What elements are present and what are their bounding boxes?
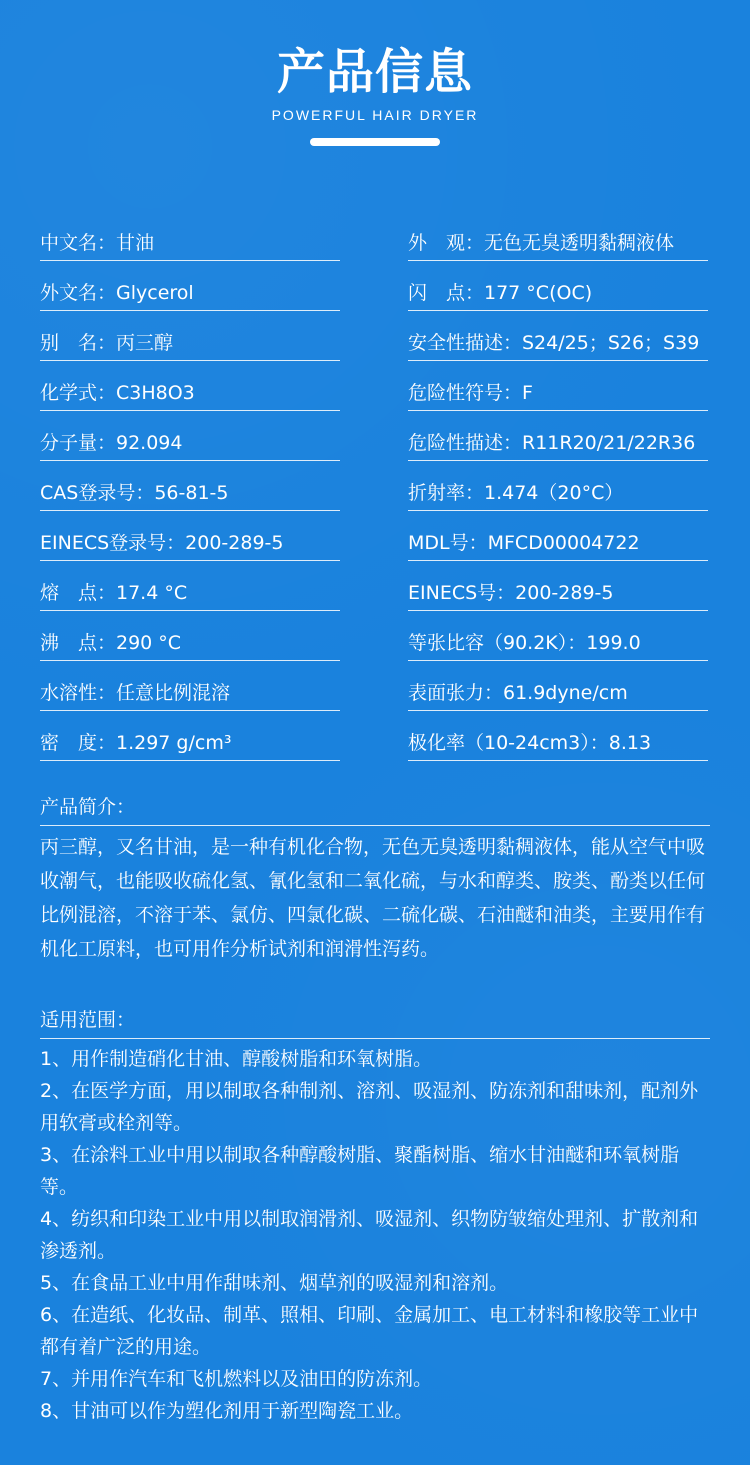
spec-flash-point: 闪 点：177 °C(OC)	[408, 262, 708, 311]
page-title: 产品信息	[276, 44, 473, 100]
header-accent-bar	[310, 138, 440, 146]
spec-refractive-index: 折射率：1.474（20°C）	[408, 462, 708, 511]
intro-text: 丙三醇，又名甘油，是一种有机化合物，无色无臭透明黏稠液体，能从空气中吸收潮气，也能吸收硫化氢、氰化氢和二氧化硫，与水和醇类、胺类、酚类以任何比例混溶，不溶于苯、氯仿、四氯化碳、二硫化碳、石油醚和油类，主要用作有机化工原料，也可用作分析试剂和润滑性泻药。	[40, 836, 706, 960]
intro-divider	[40, 825, 710, 826]
applications-list	[40, 1043, 712, 1427]
spec-column-right	[408, 212, 708, 762]
spec-mdl: MDL号：MFCD00004722	[408, 512, 708, 561]
intro-heading: 产品简介：	[40, 796, 136, 818]
spec-molecular-weight: 分子量：92.094	[40, 412, 340, 461]
spec-foreign-name: 外文名：Glycerol	[40, 262, 340, 311]
spec-surface-tension: 表面张力：61.9dyne/cm	[408, 662, 708, 711]
spec-melting-point: 熔 点：17.4 °C	[40, 562, 340, 611]
spec-formula: 化学式：C3H8O3	[40, 362, 340, 411]
application-item: 4、纺织和印染工业中用以制取润滑剂、吸湿剂、织物防皱缩处理剂、扩散剂和渗透剂。	[40, 1208, 699, 1262]
page-subtitle: POWERFUL HAIR DRYER	[271, 107, 479, 123]
application-item: 1、用作制造硝化甘油、醇酸树脂和环氧树脂。	[40, 1048, 433, 1070]
spec-hazard-symbol: 危险性符号：F	[408, 362, 708, 411]
spec-einecs: EINECS号：200-289-5	[408, 562, 708, 611]
application-item: 2、在医学方面，用以制取各种制剂、溶剂、吸湿剂、防冻剂和甜味剂，配剂外用软膏或栓剂等。	[40, 1080, 699, 1134]
spec-safety-description: 安全性描述：S24/25；S26；S39	[408, 312, 708, 361]
application-item: 7、并用作汽车和飞机燃料以及油田的防冻剂。	[40, 1368, 433, 1390]
spec-density: 密 度：1.297 g/cm³	[40, 712, 340, 761]
spec-hazard-description: 危险性描述：R11R20/21/22R36	[408, 412, 708, 461]
spec-appearance: 外 观：无色无臭透明黏稠液体	[408, 212, 708, 261]
applications-divider	[40, 1038, 710, 1039]
applications-heading: 适用范围：	[40, 1009, 136, 1031]
spec-cas: CAS登录号：56-81-5	[40, 462, 340, 511]
spec-alias: 别 名：丙三醇	[40, 312, 340, 361]
application-item: 6、在造纸、化妆品、制革、照相、印刷、金属加工、电工材料和橡胶等工业中都有着广泛的用途。	[40, 1304, 699, 1358]
page-header	[0, 42, 750, 146]
spec-parachor: 等张比容（90.2K）：199.0	[408, 612, 708, 661]
spec-einecs-registration: EINECS登录号：200-289-5	[40, 512, 340, 561]
spec-water-solubility: 水溶性：任意比例混溶	[40, 662, 340, 711]
application-item: 8、甘油可以作为塑化剂用于新型陶瓷工业。	[40, 1400, 414, 1422]
spec-chinese-name: 中文名：甘油	[40, 212, 340, 261]
spec-column-left	[40, 212, 340, 762]
spec-boiling-point: 沸 点：290 °C	[40, 612, 340, 661]
spec-polarizability: 极化率（10-24cm3）：8.13	[408, 712, 708, 761]
application-item: 5、在食品工业中用作甜味剂、烟草剂的吸湿剂和溶剂。	[40, 1272, 509, 1294]
application-item: 3、在涂料工业中用以制取各种醇酸树脂、聚酯树脂、缩水甘油醚和环氧树脂等。	[40, 1144, 680, 1198]
